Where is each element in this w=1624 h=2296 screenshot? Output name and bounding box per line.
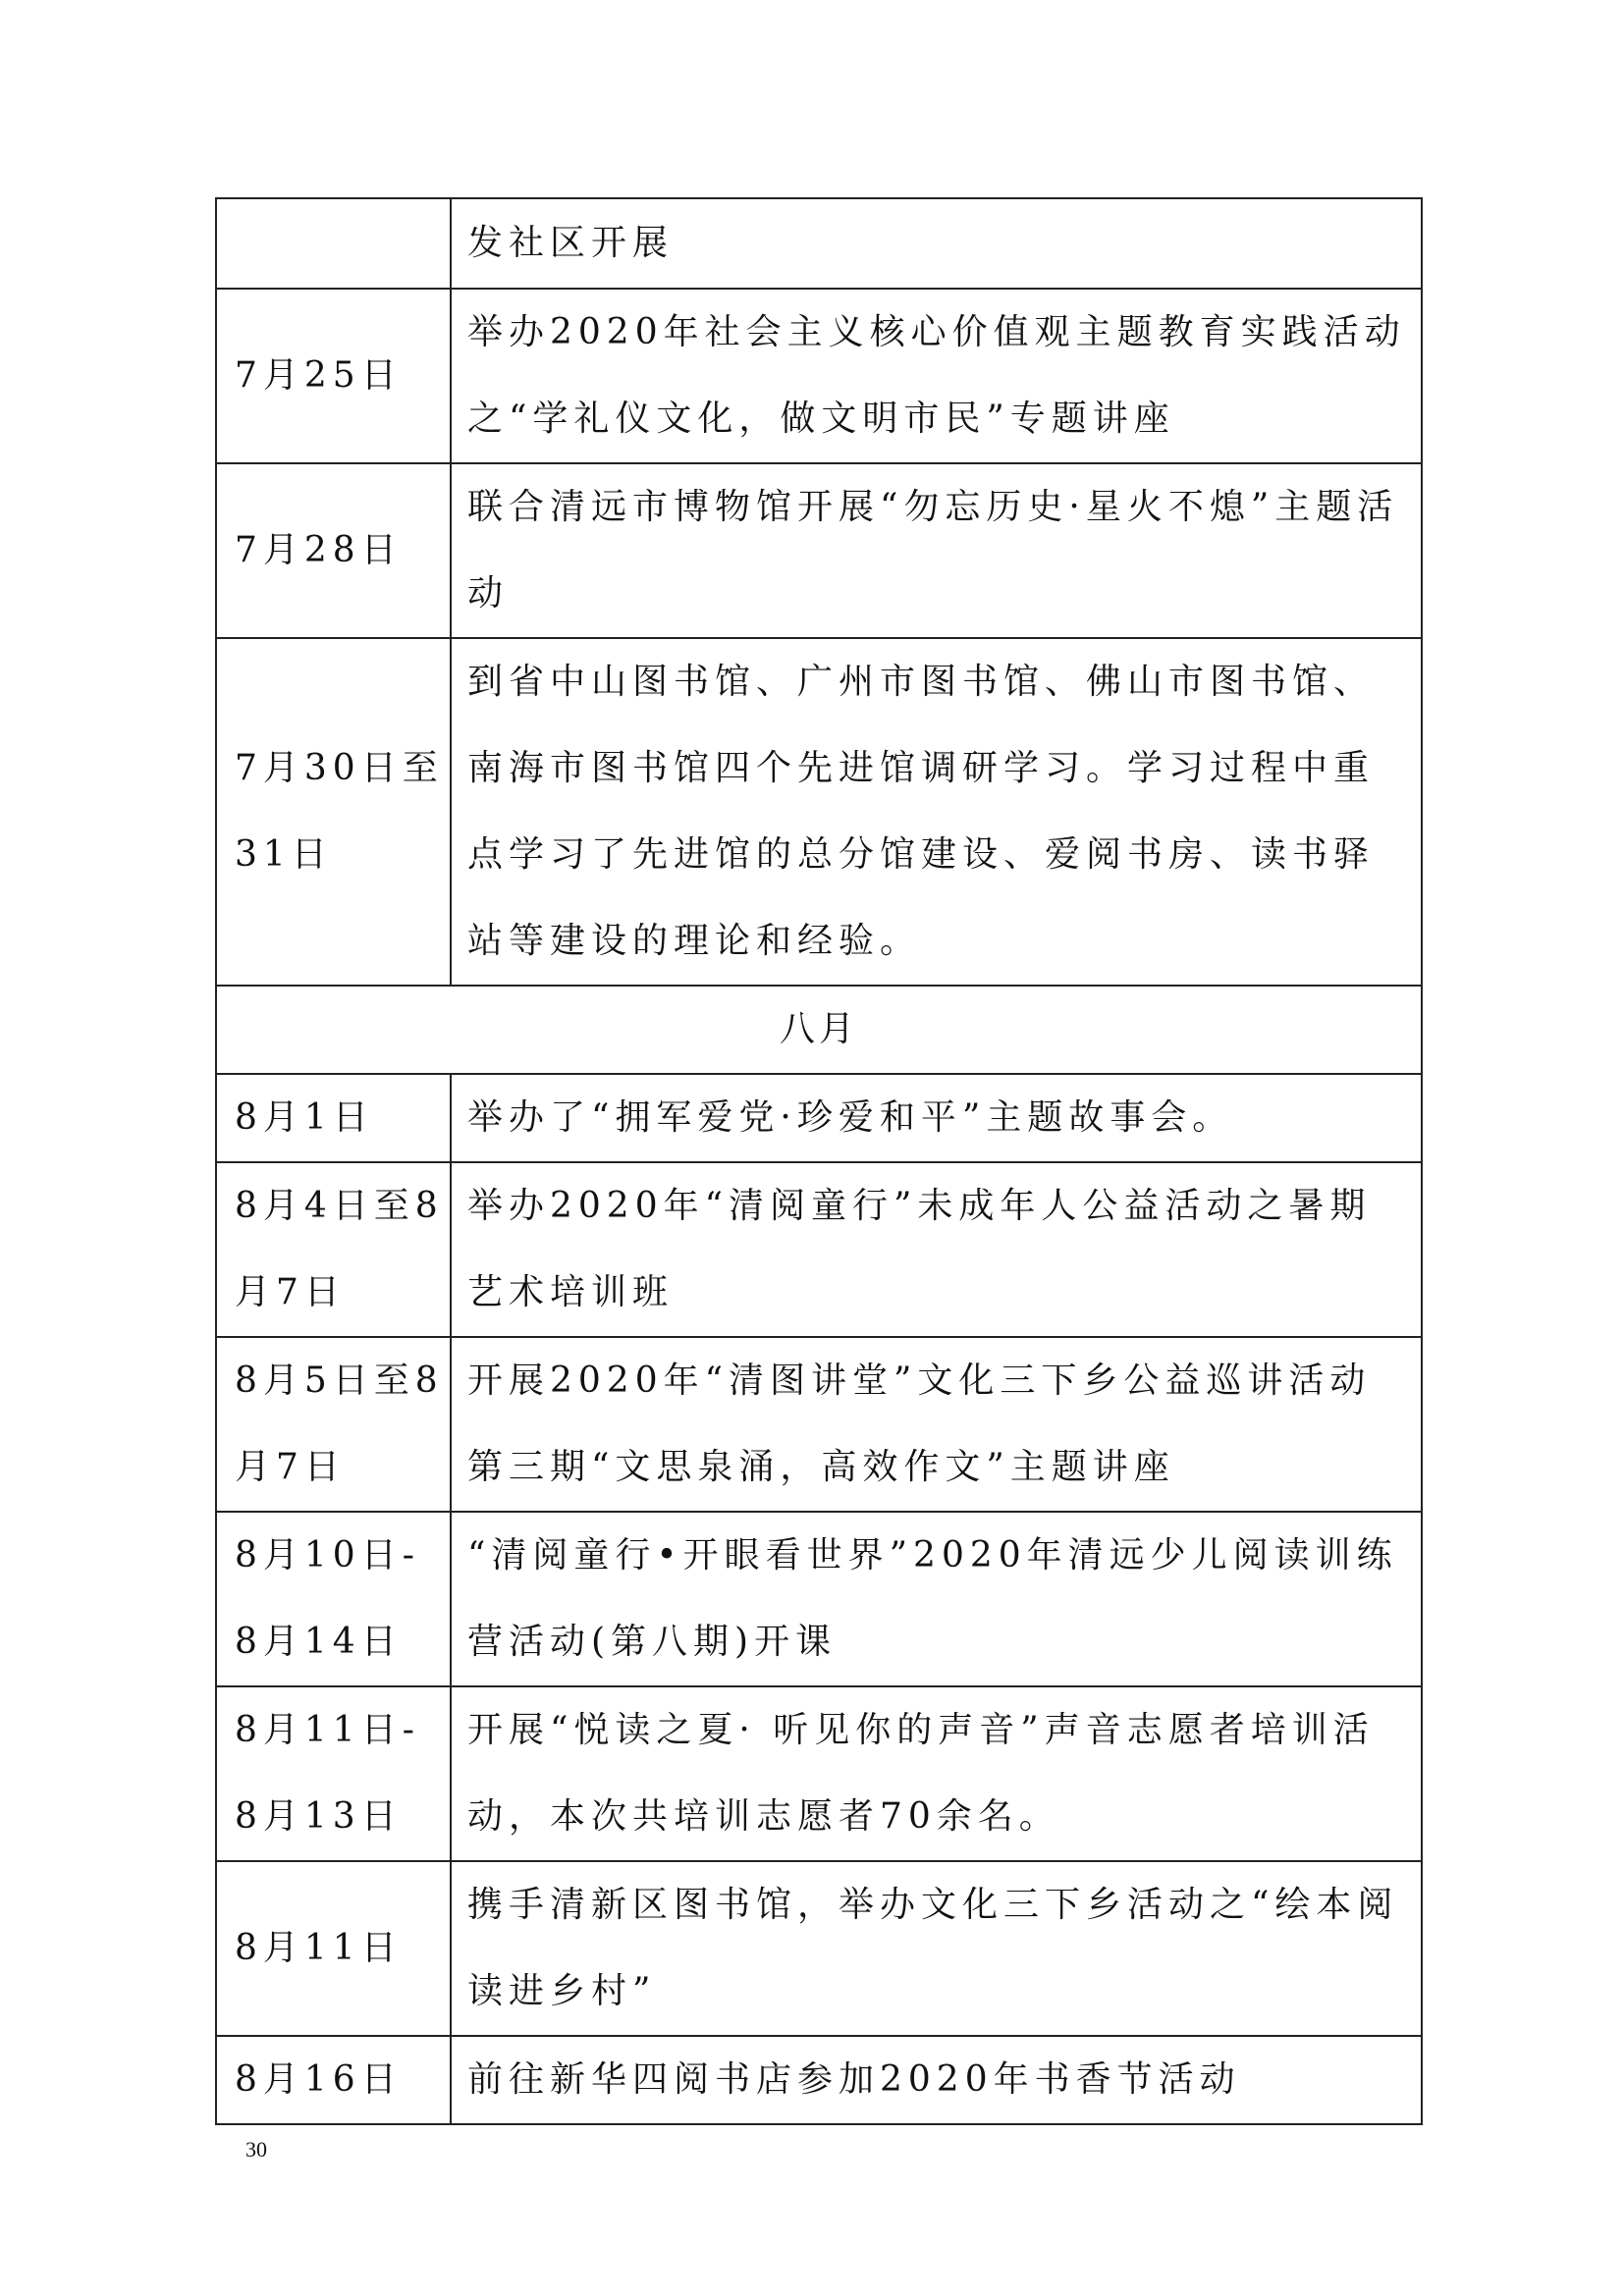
- date-cell: 8月4日至8月7日: [216, 1162, 451, 1337]
- date-cell: 8月10日-8月14日: [216, 1512, 451, 1686]
- content-cell: 到省中山图书馆、广州市图书馆、佛山市图书馆、南海市图书馆四个先进馆调研学习。学习过程中重点学习了先进馆的总分馆建设、爱阅书房、读书驿站等建设的理论和经验。: [451, 638, 1422, 986]
- content-cell: 举办了“拥军爱党·珍爱和平”主题故事会。: [451, 1074, 1422, 1162]
- date-cell: [216, 198, 451, 289]
- table-row: [216, 1074, 1422, 1162]
- page-number: 30: [245, 2137, 267, 2162]
- table-row: [216, 463, 1422, 638]
- date-cell: 8月5日至8月7日: [216, 1337, 451, 1512]
- content-cell: 举办2020年“清阅童行”未成年人公益活动之暑期艺术培训班: [451, 1162, 1422, 1337]
- table-row: [216, 1512, 1422, 1686]
- date-cell: 8月16日: [216, 2036, 451, 2124]
- content-cell: 举办2020年社会主义核心价值观主题教育实践活动之“学礼仪文化，做文明市民”专题讲座: [451, 289, 1422, 463]
- month-heading: 八月: [779, 1009, 858, 1049]
- table-row: [216, 638, 1422, 986]
- date-cell: 8月11日: [216, 1861, 451, 2036]
- date-cell: 7月25日: [216, 289, 451, 463]
- table-row: [216, 289, 1422, 463]
- content-cell: 发社区开展: [451, 198, 1422, 289]
- date-cell: 8月1日: [216, 1074, 451, 1162]
- content-cell: 联合清远市博物馆开展“勿忘历史·星火不熄”主题活动: [451, 463, 1422, 638]
- table-row: [216, 1686, 1422, 1861]
- table-row: [216, 1162, 1422, 1337]
- month-header-row: [216, 986, 1422, 1074]
- date-cell: 7月30日至31日: [216, 638, 451, 986]
- table-row: [216, 2036, 1422, 2124]
- content-cell: 开展“悦读之夏· 听见你的声音”声音志愿者培训活动，本次共培训志愿者70余名。: [451, 1686, 1422, 1861]
- content-cell: 携手清新区图书馆，举办文化三下乡活动之“绘本阅读进乡村”: [451, 1861, 1422, 2036]
- table-row: [216, 198, 1422, 289]
- date-cell: 7月28日: [216, 463, 451, 638]
- activity-table: [215, 197, 1423, 2125]
- table-row: [216, 1861, 1422, 2036]
- content-cell: “清阅童行•开眼看世界”2020年清远少儿阅读训练营活动(第八期)开课: [451, 1512, 1422, 1686]
- content-cell: 前往新华四阅书店参加2020年书香节活动: [451, 2036, 1422, 2124]
- date-cell: 8月11日-8月13日: [216, 1686, 451, 1861]
- content-cell: 开展2020年“清图讲堂”文化三下乡公益巡讲活动第三期“文思泉涌，高效作文”主题讲座: [451, 1337, 1422, 1512]
- month-header-cell: [216, 986, 1422, 1074]
- table-row: [216, 1337, 1422, 1512]
